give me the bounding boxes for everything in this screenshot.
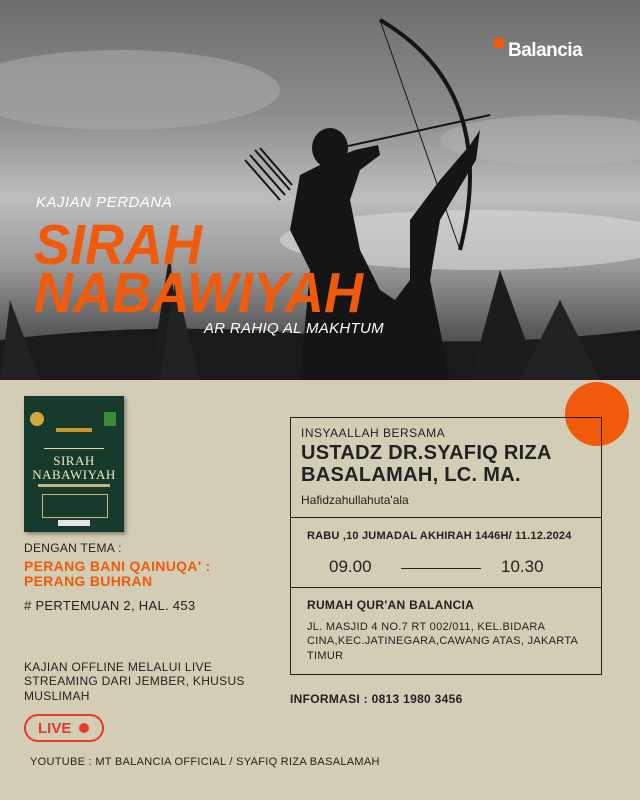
book-title: SIRAH NABAWIYAH	[32, 453, 116, 482]
book-cover-image	[24, 396, 124, 532]
brand-name: Balancia	[508, 40, 583, 61]
hero-banner	[0, 0, 640, 380]
venue-address: JL. MASJID 4 NO.7 RT 002/011, KEL.BIDARA CINA,KEC.JATINEGARA,CAWANG ATAS, JAKARTA TIMUR	[307, 621, 578, 662]
title-line-2: NABAWIYAH	[34, 261, 363, 325]
contact-info: INFORMASI : 0813 1980 3456	[290, 692, 463, 706]
book-tag	[56, 428, 92, 432]
end-time: 10.30	[501, 557, 544, 576]
start-time: 09.00	[329, 557, 372, 576]
time-separator	[401, 568, 481, 569]
venue-name: RUMAH QUR'AN BALANCIA	[307, 598, 475, 612]
live-dot-icon	[79, 723, 89, 733]
theme-line-2: PERANG BUHRAN	[24, 573, 153, 589]
theme-label: DENGAN TEMA :	[24, 541, 122, 555]
info-divider	[291, 517, 601, 518]
live-badge	[24, 714, 104, 742]
award-badge-icon	[30, 412, 44, 426]
speaker-name-line-1: USTADZ DR.SYAFIQ RIZA	[301, 442, 552, 464]
meeting-info: # PERTEMUAN 2, HAL. 453	[24, 598, 196, 613]
brand-logo	[494, 38, 582, 62]
info-divider	[291, 587, 601, 588]
offline-info: KAJIAN OFFLINE MELALUI LIVE STREAMING DARI JEMBER, KHUSUS MUSLIMAH	[24, 660, 245, 703]
live-label: LIVE	[38, 719, 72, 737]
subtitle: AR RAHIQ AL MAKHTUM	[204, 320, 384, 337]
speaker-name-line-2: BASALAMAH, LC. MA.	[301, 464, 521, 486]
brand-square-icon	[494, 38, 504, 48]
speaker-honorific: Hafidzahullahuta'ala	[301, 493, 409, 507]
publisher-badge-icon	[104, 412, 116, 426]
event-kicker: KAJIAN PERDANA	[36, 194, 173, 211]
arabic-calligraphy	[44, 436, 104, 449]
event-date: RABU ,10 JUMADAL AKHIRAH 1446H/ 11.12.2024	[307, 530, 572, 542]
event-info-box	[290, 417, 602, 675]
book-subtitle-line	[38, 484, 110, 487]
book-label-box	[42, 494, 108, 518]
speaker-intro: INSYAALLAH BERSAMA	[301, 426, 446, 440]
youtube-channels: YOUTUBE : MT BALANCIA OFFICIAL / SYAFIQ RIZA BASALAMAH	[30, 756, 380, 768]
title-line-1: SIRAH	[34, 213, 203, 277]
theme-line-1: PERANG BANI QAINUQA' :	[24, 558, 211, 574]
publisher-logo	[58, 520, 90, 526]
